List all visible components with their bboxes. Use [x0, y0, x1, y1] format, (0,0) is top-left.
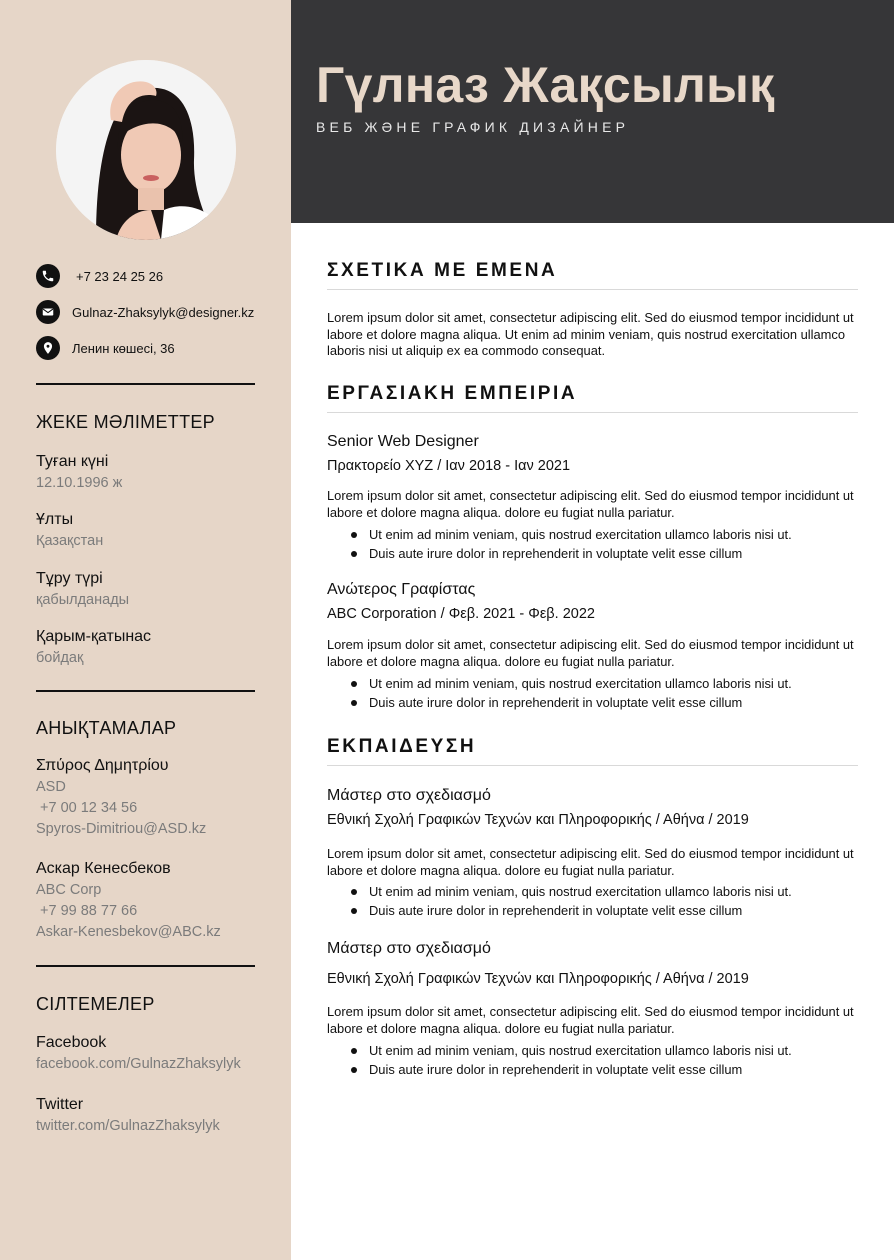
- education-title-item: Μάστερ στο σχεδιασμό: [327, 940, 491, 957]
- education-title-item: Μάστερ στο σχεδιασμό: [327, 787, 491, 804]
- reference-email[interactable]: Askar-Kenesbekov@ABC.kz: [36, 924, 221, 940]
- section-divider: [327, 765, 858, 766]
- reference-name: Аскар Кенесбеков: [36, 860, 171, 877]
- bullet-text: Ut enim ad minim veniam, quis nostrud exercitation ullamco laboris nisi ut.: [369, 676, 792, 691]
- job-description: Lorem ipsum dolor sit amet, consectetur adipiscing elit. Sed do eiusmod tempor incididunt ut labore et dolore magna aliqua. dolore eu fugiat nulla pariatur.: [327, 488, 854, 520]
- bullet-dot: [351, 889, 357, 895]
- job-bullet: [351, 676, 792, 691]
- bullet-text: Ut enim ad minim veniam, quis nostrud exercitation ullamco laboris nisi ut.: [369, 1043, 792, 1058]
- references-title: АНЫҚТАМАЛАР: [36, 718, 177, 738]
- candidate-name: Гүлназ Жақсылық: [316, 57, 775, 113]
- bullet-dot: [351, 908, 357, 914]
- personal-label: Қарым-қатынас: [36, 628, 152, 645]
- education-bullet: [351, 903, 742, 918]
- sidebar-divider: [36, 383, 255, 385]
- personal-value: 12.10.1996 ж: [36, 475, 123, 491]
- personal-label: Тұру түрі: [36, 570, 103, 587]
- bullet-text: Ut enim ad minim veniam, quis nostrud exercitation ullamco laboris nisi ut.: [369, 884, 792, 899]
- personal-label: Туған күні: [36, 453, 109, 470]
- personal-title: ЖЕКЕ МӘЛІМЕТТЕР: [36, 412, 215, 432]
- bullet-dot: [351, 551, 357, 557]
- reference-company: ASD: [36, 779, 66, 795]
- education-description: Lorem ipsum dolor sit amet, consectetur adipiscing elit. Sed do eiusmod tempor incididunt ut labore et dolore magna aliqua. dolore eu fugiat nulla pariatur.: [327, 1004, 854, 1036]
- about-title: ΣΧΕΤΙΚΑ ΜΕ ΕΜΕΝΑ: [327, 260, 558, 281]
- education-description: Lorem ipsum dolor sit amet, consectetur adipiscing elit. Sed do eiusmod tempor incididunt ut labore et dolore magna aliqua. dolore eu fugiat nulla pariatur.: [327, 846, 854, 878]
- job-bullet: [351, 695, 742, 710]
- section-divider: [327, 289, 858, 290]
- about-text: Lorem ipsum dolor sit amet, consectetur adipiscing elit. Sed do eiusmod tempor incididunt ut labore et dolore magna aliqua. Ut enim ad minim veniam, quis nostrud exercitation ullamco laboris nisi ut aliquip ex ea commodo consequat.: [327, 310, 854, 358]
- education-bullet: [351, 1062, 742, 1077]
- bullet-dot: [351, 1048, 357, 1054]
- profile-photo-image: [56, 60, 236, 240]
- link-twitter[interactable]: twitter.com/GulnazZhaksylyk: [36, 1118, 220, 1134]
- link-label-twitter: Twitter: [36, 1096, 84, 1113]
- job-title: Senior Web Designer: [327, 433, 479, 450]
- job-subtitle: Πρακτορείο XYZ / Ιαν 2018 - Ιαν 2021: [327, 458, 571, 474]
- phone-icon: [36, 264, 60, 288]
- email-icon: [36, 300, 60, 324]
- reference-phone: +7 00 12 34 56: [36, 800, 138, 816]
- sidebar-divider: [36, 965, 255, 967]
- personal-label: Ұлты: [36, 511, 74, 528]
- contact-email-text: Gulnaz-Zhaksylyk@designer.kz: [72, 304, 255, 320]
- sidebar-divider: [36, 690, 255, 692]
- experience-title: ΕΡΓΑΣΙΑΚΗ ΕΜΠΕΙΡΙΑ: [327, 383, 578, 404]
- education-bullet: [351, 884, 792, 899]
- bullet-text: Duis aute irure dolor in reprehenderit in voluptate velit esse cillum: [369, 695, 743, 710]
- job-bullet: [351, 527, 792, 542]
- contact-address: [36, 335, 175, 361]
- bullet-dot: [351, 681, 357, 687]
- reference-name: Σπύρος Δημητρίου: [36, 757, 169, 774]
- bullet-dot: [351, 532, 357, 538]
- education-bullet: [351, 1043, 792, 1058]
- personal-value: қабылданады: [36, 592, 130, 608]
- bullet-text: Duis aute irure dolor in reprehenderit in voluptate velit esse cillum: [369, 546, 743, 561]
- section-divider: [327, 412, 858, 413]
- reference-phone: +7 99 88 77 66: [36, 903, 138, 919]
- contact-email[interactable]: [36, 299, 254, 325]
- contact-phone[interactable]: [36, 263, 163, 289]
- bullet-text: Duis aute irure dolor in reprehenderit in voluptate velit esse cillum: [369, 1062, 743, 1077]
- education-subtitle: Εθνική Σχολή Γραφικών Τεχνών και Πληροφορικής / Αθήνα / 2019: [327, 812, 749, 828]
- personal-value: Қазақстан: [36, 533, 104, 549]
- personal-value: бойдақ: [36, 650, 84, 666]
- bullet-dot: [351, 700, 357, 706]
- job-bullet: [351, 546, 742, 561]
- bullet-text: Ut enim ad minim veniam, quis nostrud exercitation ullamco laboris nisi ut.: [369, 527, 792, 542]
- contact-address-text: Ленин көшесі, 36: [72, 340, 175, 356]
- links-title: СІЛТЕМЕЛЕР: [36, 994, 155, 1014]
- contact-phone-text: +7 23 24 25 26: [76, 268, 164, 284]
- link-label-facebook: Facebook: [36, 1034, 107, 1051]
- bullet-dot: [351, 1067, 357, 1073]
- job-description: Lorem ipsum dolor sit amet, consectetur adipiscing elit. Sed do eiusmod tempor incididunt ut labore et dolore magna aliqua. dolore eu fugiat nulla pariatur.: [327, 637, 854, 669]
- job-subtitle: ABC Corporation / Φεβ. 2021 - Φεβ. 2022: [327, 606, 595, 622]
- reference-company: ABC Corp: [36, 882, 102, 898]
- profile-photo: [56, 60, 236, 240]
- job-title: Ανώτερος Γραφίστας: [327, 581, 476, 598]
- education-title: ΕΚΠΑΙΔΕΥΣΗ: [327, 736, 477, 757]
- link-facebook[interactable]: facebook.com/GulnazZhaksylyk: [36, 1056, 241, 1072]
- education-subtitle: Εθνική Σχολή Γραφικών Τεχνών και Πληροφορικής / Αθήνα / 2019: [327, 971, 749, 987]
- candidate-job-title: ВЕБ ЖӘНЕ ГРАФИК ДИЗАЙНЕР: [316, 119, 630, 135]
- bullet-text: Duis aute irure dolor in reprehenderit in voluptate velit esse cillum: [369, 903, 743, 918]
- reference-email[interactable]: Spyros-Dimitriou@ASD.kz: [36, 821, 207, 837]
- location-icon: [36, 336, 60, 360]
